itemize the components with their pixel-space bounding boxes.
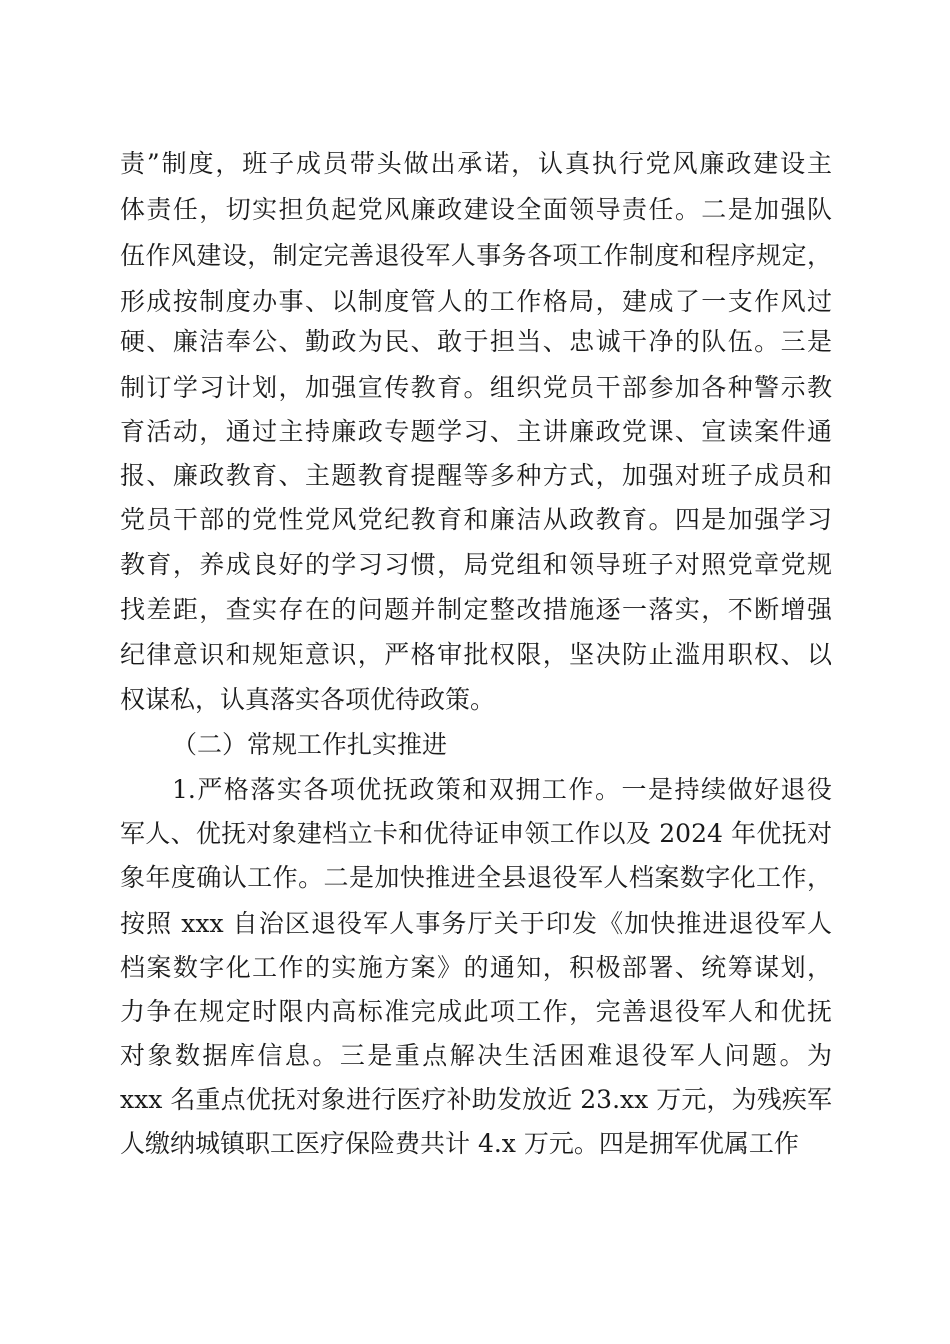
paragraph-line: 人缴纳城镇职工医疗保险费共计 4.x 万元。四是拥军优属工作 [120,1129,799,1158]
paragraph-line: 伍作风建设，制定完善退役军人事务各项工作制度和程序规定， [120,241,832,270]
paragraph-line: 力争在规定时限内高标准完成此项工作，完善退役军人和优抚 [120,997,832,1026]
paragraph-first-line: 1.严格落实各项优抚政策和双拥工作。一是持续做好退役 [172,775,832,804]
paragraph-line: 形成按制度办事、以制度管人的工作格局，建成了一支作风过 [120,287,832,316]
paragraph-line: 制订学习计划，加强宣传教育。组织党员干部参加各种警示教 [120,373,832,402]
paragraph-line: 找差距，查实存在的问题并制定整改措施逐一落实，不断增强 [120,595,832,624]
paragraph-line: 报、廉政教育、主题教育提醒等多种方式，加强对班子成员和 [120,461,832,490]
paragraph-line: 党员干部的党性党风党纪教育和廉洁从政教育。四是加强学习 [120,505,832,534]
paragraph-line: 教育，养成良好的学习习惯，局党组和领导班子对照党章党规 [120,550,832,579]
paragraph-line: 育活动，通过主持廉政专题学习、主讲廉政党课、宣读案件通 [120,417,832,446]
paragraph-line: 军人、优抚对象建档立卡和优待证申领工作以及 2024 年优抚对 [120,819,832,848]
paragraph-line: 档案数字化工作的实施方案》的通知，积极部署、统筹谋划， [120,953,832,982]
paragraph-line: 按照 xxx 自治区退役军人事务厅关于印发《加快推进退役军人 [120,909,832,938]
paragraph-line: 硬、廉洁奉公、勤政为民、敢于担当、忠诚干净的队伍。三是 [120,327,832,356]
paragraph-line: 权谋私，认真落实各项优待政策。 [120,685,496,714]
paragraph-line: 对象数据库信息。三是重点解决生活困难退役军人问题。为 [120,1041,832,1070]
paragraph-line: 纪律意识和规矩意识，严格审批权限，坚决防止滥用职权、以 [120,640,832,669]
paragraph-line: xxx 名重点优抚对象进行医疗补助发放近 23.xx 万元，为残疾军 [120,1085,832,1114]
paragraph-line: 象年度确认工作。二是加快推进全县退役军人档案数字化工作， [120,863,832,892]
paragraph-line: 责”制度，班子成员带头做出承诺，认真执行党风廉政建设主 [120,149,832,178]
paragraph-line: 体责任，切实担负起党风廉政建设全面领导责任。二是加强队 [120,195,832,224]
section-heading: （二）常规工作扎实推进 [172,730,448,759]
